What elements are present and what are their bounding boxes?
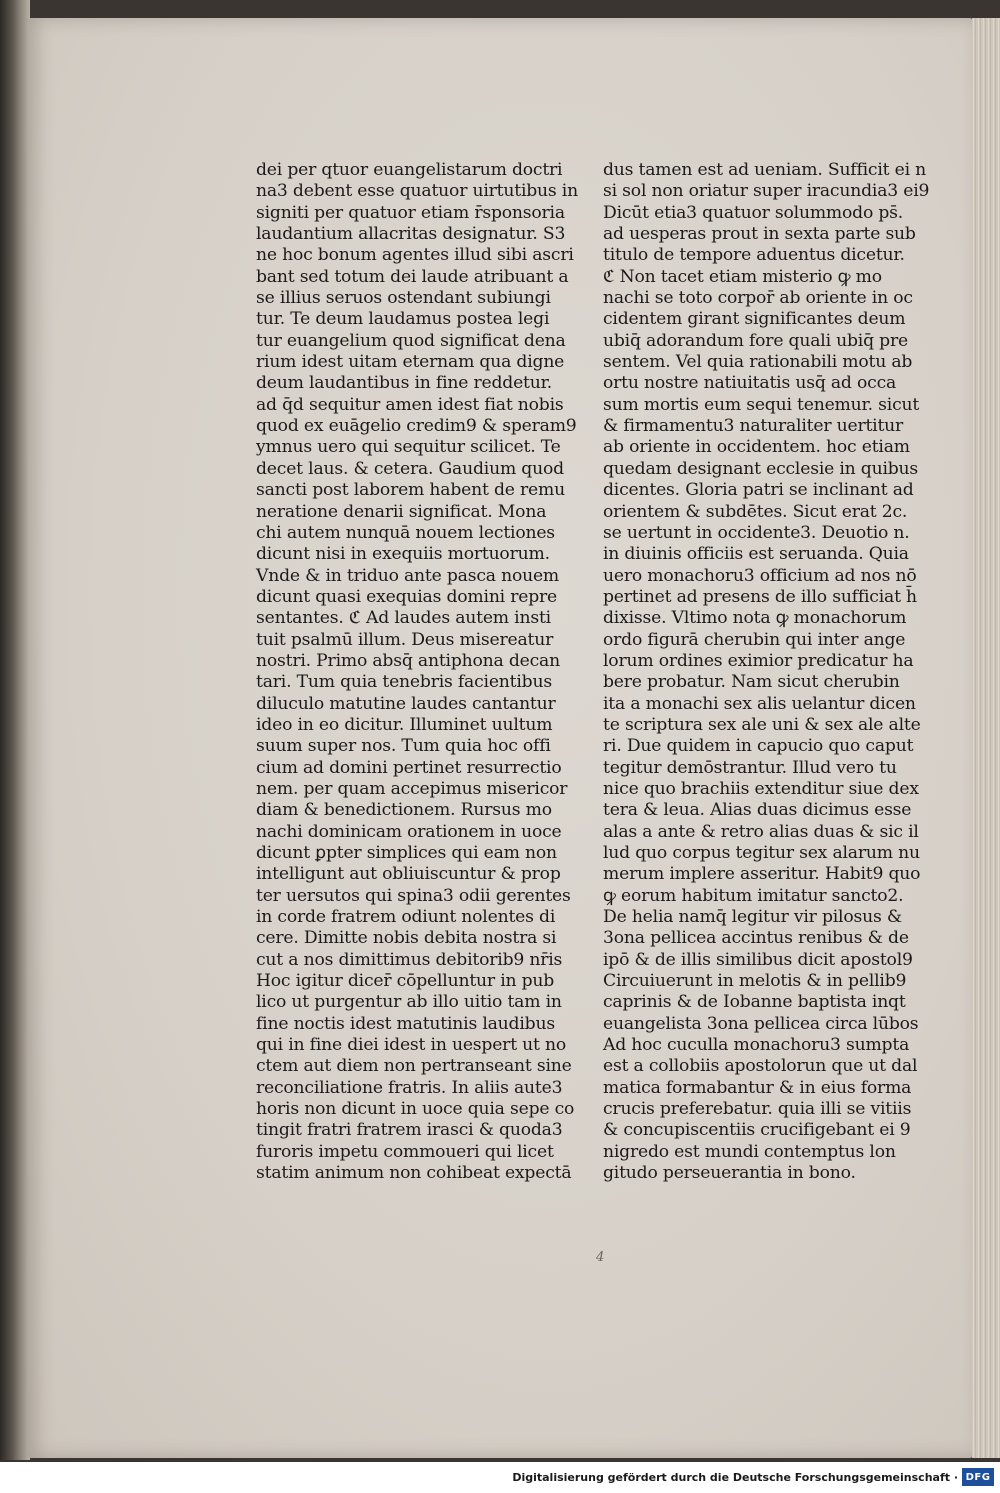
text-line: sentantes. ℭ Ad laudes autem insti: [256, 608, 551, 629]
text-line: in corde fratrem odiunt nolentes di: [256, 907, 556, 928]
text-line: ab oriente in occidentem. hoc etiam: [603, 437, 910, 458]
text-line: dicunt ꝑpter simplices qui eam non: [256, 843, 557, 863]
text-line: ordo figurā cherubin qui inter ange: [603, 629, 906, 650]
text-line: lorum ordines eximior predicatur ha: [603, 650, 914, 671]
text-line: na3 debent esse quatuor uirtutibus in: [256, 181, 578, 202]
text-line: cidentem girant significantes deum: [603, 309, 906, 330]
text-line: rium idest uitam eternam qua digne: [256, 352, 565, 373]
text-line: tingit fratri fratrem irasci & quoda3: [256, 1120, 563, 1141]
text-line: 3ona pellicea accintus renibus & de: [603, 928, 909, 949]
text-line: se uertunt in occidente3. Deuotio n.: [603, 522, 910, 543]
text-line: sancti post laborem habent de remu: [256, 480, 565, 501]
text-line: dus tamen est ad ueniam. Sufficit ei n: [603, 160, 927, 180]
text-line: si sol non oriatur super iracundia3 ei9: [603, 181, 930, 202]
text-line: cere. Dimitte nobis debita nostra si: [256, 928, 557, 949]
text-line: bere probatur. Nam sicut cherubin: [603, 672, 900, 693]
text-line: nigredo est mundi contemptus lon: [603, 1141, 896, 1162]
left-text-column: [256, 160, 578, 1185]
text-line: neratione denarii significat. Mona: [256, 501, 547, 522]
text-line: signiti per quatuor etiam r̄sponsoria: [256, 202, 565, 223]
text-line: Circuiuerunt in melotis & in pellib9: [603, 971, 907, 992]
text-line: matica formabantur & in eius forma: [603, 1077, 912, 1098]
text-line: chi autem nunquā nouem lectiones: [256, 522, 555, 543]
text-line: nem. per quam accepimus misericor: [256, 778, 568, 799]
text-line: lud quo corpus tegitur sex alarum nu: [603, 843, 920, 863]
text-line: suum super nos. Tum quia hoc offi: [256, 736, 551, 757]
text-line: titulo de tempore aduentus dicetur.: [603, 245, 905, 266]
text-line: dicunt quasi exequias domini repre: [256, 586, 558, 607]
text-line: diam & benedictionem. Rursus mo: [256, 800, 552, 821]
text-line: sum mortis eum sequi tenemur. sicut: [603, 394, 920, 415]
text-line: dicentes. Gloria patri se inclinant ad: [603, 480, 914, 501]
text-line: Hoc igitur dicer̄ cōpelluntur in pub: [256, 971, 555, 992]
text-line: intelligunt aut obliuiscuntur & prop: [256, 864, 561, 885]
text-line: cium ad domini pertinet resurrectio: [256, 757, 562, 778]
page-edges: [972, 18, 1000, 1458]
text-line: ne hoc bonum agentes illud sibi ascri: [256, 245, 574, 266]
footer-bar: [0, 1462, 1000, 1493]
text-line: orientem & subdētes. Sicut erat 2c.: [603, 501, 908, 522]
text-line: ri. Due quidem in capucio quo caput: [603, 736, 914, 757]
text-line: crucis preferebatur. quia illi se vitiis: [603, 1099, 912, 1120]
text-line: nostri. Primo absq̄ antiphona decan: [256, 650, 560, 671]
dfg-logo-icon: DFG: [962, 1468, 994, 1486]
text-line: bant sed totum dei laude atribuant a: [256, 266, 569, 287]
text-line: ℭ Non tacet etiam misterio ꝙ mo: [603, 266, 882, 287]
text-line: ymnus uero qui sequitur scilicet. Te: [256, 437, 561, 458]
text-line: De helia namq̄ legitur vir pilosus &: [603, 907, 902, 928]
text-line: dixisse. Vltimo nota ꝙ monachorum: [603, 608, 907, 629]
text-line: ter uersutos qui spina3 odii gerentes: [256, 885, 571, 906]
text-line: & firmamentu3 naturaliter uertitur: [603, 416, 904, 437]
text-line: tari. Tum quia tenebris facientibus: [256, 672, 552, 693]
text-line: cut a nos dimittimus debitorib9 nr̄is: [256, 949, 563, 970]
folio-mark: 4: [596, 1250, 605, 1265]
text-line: reconciliatione fratris. In aliis aute3: [256, 1077, 563, 1098]
text-line: nachi se toto corpor̄ ab oriente in oc: [603, 288, 913, 309]
text-line: uero monachoru3 officium ad nos nō: [603, 565, 917, 586]
text-line: tuit psalmū illum. Deus misereatur: [256, 629, 554, 650]
text-line: ortu nostre natiuitatis usq̄ ad occa: [603, 373, 897, 394]
text-line: ipō & de illis similibus dicit apostol9: [603, 949, 913, 970]
text-line: se illius seruos ostendant subiungi: [256, 288, 551, 309]
text-line: alas a ante & retro alias duas & sic il: [603, 821, 919, 842]
text-line: ubiq̄ adorandum fore quali ubiq̄ pre: [603, 330, 908, 351]
text-line: qui in fine diei idest in uespert ut no: [256, 1035, 567, 1056]
text-line: decet laus. & cetera. Gaudium quod: [256, 458, 564, 479]
text-line: lico ut purgentur ab illo uitio tam in: [256, 992, 562, 1013]
text-line: & concupiscentiis crucifigebant ei 9: [603, 1120, 911, 1141]
text-line: nice quo brachiis extenditur siue dex: [603, 778, 919, 799]
text-line: quedam designant ecclesie in quibus: [603, 458, 919, 479]
right-text-column: [603, 160, 930, 1185]
text-line: diluculo matutine laudes cantantur: [256, 693, 556, 714]
text-line: ꝙ eorum habitum imitatur sancto2.: [603, 885, 904, 906]
text-line: ita a monachi sex alis uelantur dicen: [603, 693, 916, 714]
book-spine: [0, 0, 30, 1460]
text-line: dicunt nisi in exequiis mortuorum.: [256, 544, 550, 565]
text-line: te scriptura sex ale uni & sex ale alte: [603, 714, 921, 735]
text-line: nachi dominicam orationem in uoce: [256, 821, 562, 842]
text-line: sentem. Vel quia rationabili motu ab: [603, 352, 913, 373]
text-line: pertinet ad presens de illo sufficiat h̄: [603, 586, 917, 607]
text-line: dei per qtuor euangelistarum doctri: [256, 160, 563, 180]
text-line: Ad hoc cuculla monachoru3 sumpta: [603, 1035, 910, 1056]
text-line: furoris impetu commoueri qui licet: [256, 1141, 554, 1162]
text-line: caprinis & de Iobanne baptista inqt: [603, 992, 906, 1013]
text-line: tur. Te deum laudamus postea legi: [256, 309, 550, 330]
text-line: tera & leua. Alias duas dicimus esse: [603, 800, 912, 821]
text-line: ad q̄d sequitur amen idest fiat nobis: [256, 394, 564, 415]
text-line: est a collobiis apostolorun que ut dal: [603, 1056, 918, 1077]
text-line: euangelista 3ona pellicea circa lūbos: [603, 1013, 919, 1034]
text-line: quod ex euāgelio credim9 & speram9: [256, 416, 577, 437]
text-line: horis non dicunt in uoce quia sepe co: [256, 1099, 575, 1120]
text-line: merum implere asseritur. Habit9 quo: [603, 864, 921, 885]
text-line: ideo in eo dicitur. Illuminet uultum: [256, 714, 553, 735]
text-line: statim animum non cohibeat expectā: [256, 1163, 572, 1184]
text-line: ad uesperas prout in sexta parte sub: [603, 224, 916, 245]
text-line: Vnde & in triduo ante pasca nouem: [256, 565, 560, 586]
text-line: laudantium allacritas designatur. S3: [256, 224, 566, 245]
text-line: tur euangelium quod significat dena: [256, 330, 566, 351]
text-line: deum laudantibus in fine reddetur.: [256, 373, 553, 394]
text-line: Dicūt etia3 quatuor solummodo ps̄.: [603, 202, 904, 223]
footer-credit: Digitalisierung gefördert durch die Deutsche Forschungsgemeinschaft ·: [512, 1471, 958, 1484]
text-line: tegitur demōstrantur. Illud vero tu: [603, 757, 897, 778]
text-line: fine noctis idest matutinis laudibus: [256, 1013, 555, 1034]
text-line: gitudo perseuerantia in bono.: [603, 1163, 856, 1184]
text-line: in diuinis officiis est seruanda. Quia: [603, 544, 909, 565]
text-line: ctem aut diem non pertranseant sine: [256, 1056, 572, 1077]
